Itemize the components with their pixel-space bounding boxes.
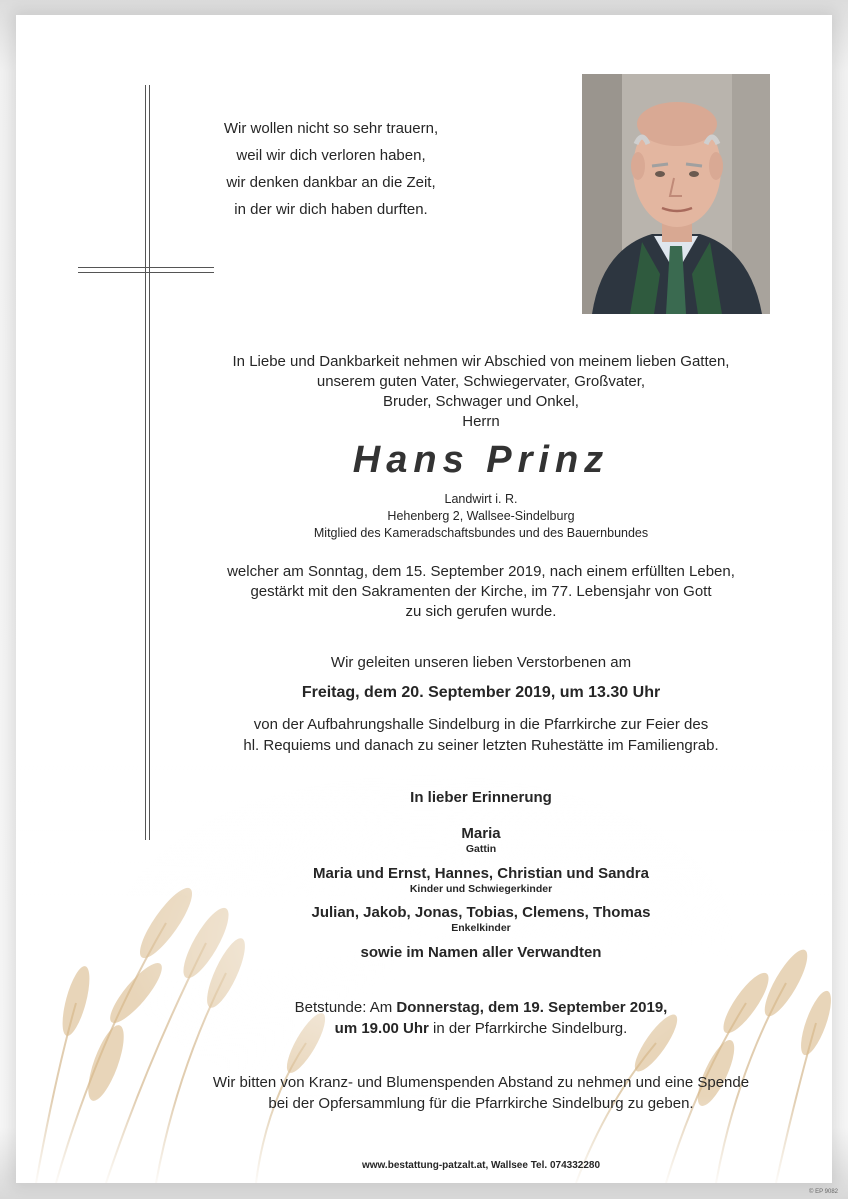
family-relation: Gattin — [465, 843, 497, 855]
prayer-date: Donnerstag, dem 19. September 2019, — [396, 999, 668, 1016]
family-names: Julian, Jakob, Jonas, Tobias, Clemens, Thomas — [311, 904, 651, 921]
intro-line: In Liebe und Dankbarkeit nehmen wir Abschied von meinem lieben Gatten, — [232, 353, 730, 370]
death-line: zu sich gerufen wurde. — [405, 603, 557, 620]
poem-line: in der wir dich haben durften. — [234, 201, 428, 218]
prayer-line — [166, 1018, 796, 1039]
portrait-photo — [582, 74, 770, 314]
intro-line: Herrn — [462, 413, 500, 430]
footer-contact: www.bestattung-patzalt.at, Wallsee Tel. 074332280 — [361, 1160, 601, 1171]
prayer-label: Betstunde: Am — [294, 999, 397, 1016]
deceased-info — [166, 491, 796, 542]
family-group — [166, 903, 796, 935]
intro-text — [166, 352, 796, 432]
route-text — [166, 714, 796, 756]
poem — [166, 115, 496, 223]
cross-vertical-bar — [145, 85, 150, 840]
info-line: Mitglied des Kameradschaftsbundes und des Bauernbundes — [313, 526, 649, 540]
route-line: hl. Requiems und danach zu seiner letzten Ruhestätte im Familiengrab. — [243, 737, 719, 754]
poem-line: weil wir dich verloren haben, — [236, 147, 426, 164]
death-line: gestärkt mit den Sakramenten der Kirche, im 77. Lebensjahr von Gott — [250, 583, 712, 600]
prayer-hour — [166, 997, 796, 1039]
memory-heading: In lieber Erinnerung — [410, 789, 552, 806]
family-names: sowie im Namen aller Verwandten — [360, 944, 602, 961]
print-code: © EP 9082 — [809, 1189, 838, 1195]
family-group — [166, 943, 796, 962]
donation-line: Wir bitten von Kranz- und Blumenspenden Abstand zu nehmen und eine Spende — [212, 1074, 750, 1091]
family-group — [166, 864, 796, 896]
route-line: von der Aufbahrungshalle Sindelburg in die Pfarrkirche zur Feier des — [253, 716, 709, 733]
cross-horizontal-bar — [78, 267, 214, 273]
obituary-card — [16, 15, 832, 1183]
donation-request — [166, 1072, 796, 1114]
prayer-time: um 19.00 Uhr — [334, 1020, 429, 1037]
family-names: Maria — [461, 825, 501, 842]
intro-line: Bruder, Schwager und Onkel, — [383, 393, 579, 410]
death-line: welcher am Sonntag, dem 15. September 2019, nach einem erfüllten Leben, — [227, 563, 735, 580]
donation-line: bei der Opfersammlung für die Pfarrkirche Sindelburg zu geben. — [268, 1095, 694, 1112]
family-group — [166, 824, 796, 856]
family-relation: Kinder und Schwiegerkinder — [409, 883, 553, 895]
prayer-line — [166, 997, 796, 1018]
poem-line: Wir wollen nicht so sehr trauern, — [223, 120, 439, 137]
family-relation: Enkelkinder — [451, 922, 511, 934]
info-line: Landwirt i. R. — [444, 492, 518, 506]
poem-line: wir denken dankbar an die Zeit, — [226, 174, 436, 191]
intro-line: unserem guten Vater, Schwiegervater, Großvater, — [316, 373, 646, 390]
wheat-field-background — [16, 743, 832, 1183]
prayer-place: in der Pfarrkirche Sindelburg. — [428, 1020, 628, 1037]
deceased-name: Hans Prinz — [352, 439, 610, 481]
escort-text: Wir geleiten unseren lieben Verstorbenen am — [330, 654, 632, 671]
funeral-date: Freitag, dem 20. September 2019, um 13.30 Uhr — [301, 684, 661, 701]
death-text — [166, 562, 796, 622]
info-line: Hehenberg 2, Wallsee-Sindelburg — [387, 509, 575, 523]
family-names: Maria und Ernst, Hannes, Christian und Sandra — [313, 865, 649, 882]
